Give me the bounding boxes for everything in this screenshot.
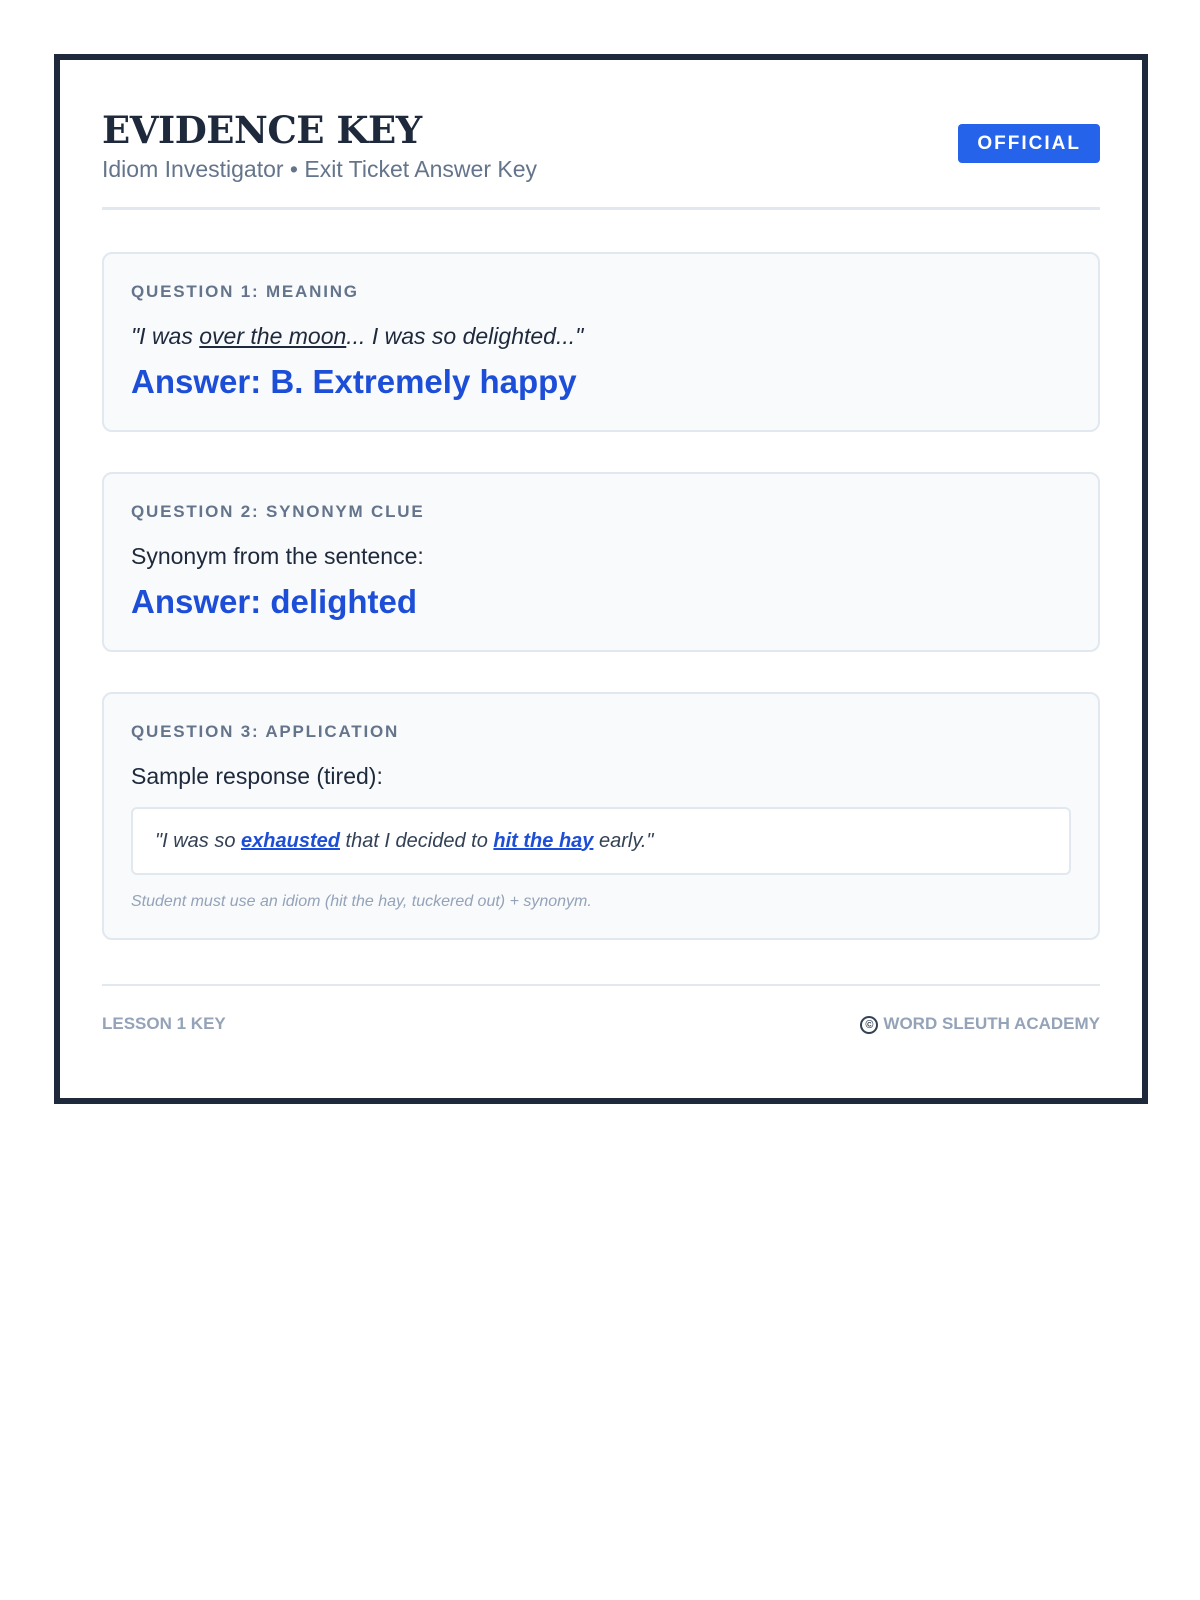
question-2-card — [102, 472, 1100, 652]
footer — [102, 984, 1100, 1034]
sample-part-1: "I was so — [155, 829, 242, 852]
page-title: EVIDENCE KEY — [102, 108, 422, 152]
quote-prefix: "I was — [131, 323, 200, 349]
question-answer: Answer: delighted — [131, 583, 418, 620]
title-block — [102, 108, 537, 184]
sample-part-2: that I decided to — [339, 829, 494, 852]
quote-suffix: ... I was so delighted..." — [346, 323, 584, 349]
grading-note: Student must use an idiom (hit the hay, tuckered out) + synonym. — [131, 893, 592, 910]
page-subtitle: Idiom Investigator • Exit Ticket Answer Key — [102, 156, 538, 182]
sample-synonym: exhausted — [241, 829, 340, 852]
question-answer: Answer: B. Extremely happy — [131, 363, 577, 400]
sample-part-3: early." — [593, 829, 654, 852]
quote-idiom: over the moon — [199, 323, 347, 349]
sample-response-box — [131, 807, 1071, 875]
question-prompt: Sample response (tired): — [131, 763, 383, 789]
question-quote — [131, 321, 1071, 351]
official-badge: OFFICIAL — [958, 124, 1100, 163]
footer-copyright — [860, 1014, 1100, 1034]
question-1-card — [102, 252, 1100, 432]
sample-idiom: hit the hay — [493, 829, 594, 852]
footer-org-name: WORD SLEUTH ACADEMY — [883, 1014, 1100, 1033]
answer-key-card — [54, 54, 1148, 1104]
question-3-card — [102, 692, 1100, 940]
question-label: QUESTION 3: APPLICATION — [131, 722, 400, 741]
question-prompt: Synonym from the sentence: — [131, 543, 424, 569]
footer-lesson-label: LESSON 1 KEY — [102, 1014, 226, 1033]
header — [102, 108, 1100, 210]
copyright-icon: © — [860, 1016, 878, 1034]
question-label: QUESTION 1: MEANING — [131, 282, 359, 301]
question-label: QUESTION 2: SYNONYM CLUE — [131, 502, 425, 521]
